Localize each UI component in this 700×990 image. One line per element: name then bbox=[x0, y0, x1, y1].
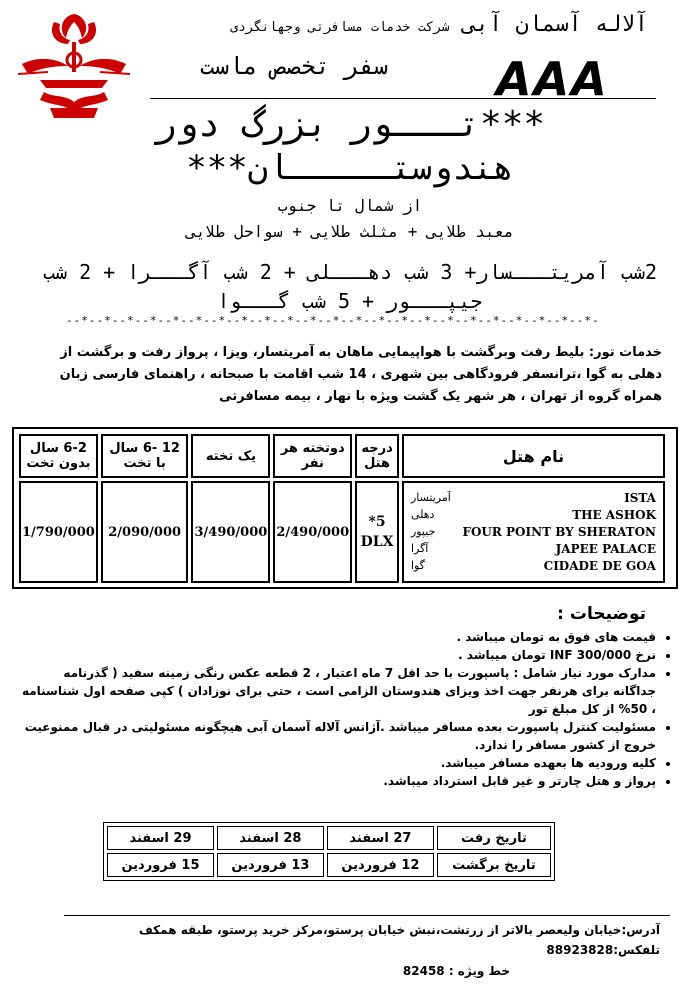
hotel-name: ISTA bbox=[624, 491, 656, 505]
address: آدرس:خیابان ولیعصر بالاتر از زرتشت،نبش خیابان پرستو،مرکز خرید پرستو، طبقه همکف bbox=[138, 923, 660, 937]
return-date: 12 فروردین bbox=[327, 853, 434, 877]
footer-divider bbox=[64, 915, 670, 916]
slogan: سفر تخصص ماست bbox=[200, 52, 388, 80]
list-item: • مسئولیت کنترل پاسپورت بعده مسافر میباشد .آژانس آلاله آسمان آبی هیچگونه مسئولیتی در قبال ممنوعیت خروج از کشور مسافر را ندارد. bbox=[20, 718, 656, 754]
list-item: • نرخ INF 300/000 تومان میباشد . bbox=[20, 646, 656, 664]
company-subtitle: شرکت خدمات مسافرتی وجهانگردی bbox=[230, 20, 450, 35]
return-date: 15 فروردین bbox=[107, 853, 214, 877]
dates-table bbox=[103, 822, 555, 881]
header-divider bbox=[150, 98, 656, 99]
list-item: • قیمت های فوق به تومان میباشد . bbox=[20, 628, 656, 646]
header-double: دوتخته هر نفر bbox=[273, 434, 352, 478]
return-label: تاریخ برگشت bbox=[437, 853, 551, 877]
tour-services: خدمات تور: بلیط رفت وبرگشت با هواپیمایی ماهان به آمریتسار، ویزا ، پرواز رفت و برگشت از دهلی به گوا ،ترانسفر فرودگاهی بین شهری ، 14 شب اقامت با صبحانه ، راهنمای فارسی زبان همراه گروه از تهران ، هر شهر یک گشت ویژه با نهار ، بیمه مسافرتی bbox=[59, 345, 662, 404]
list-item: • پرواز و هتل چارتر و غیر قابل استرداد میباشد. bbox=[20, 772, 656, 790]
list-item bbox=[411, 542, 656, 556]
departure-label: تاریخ رفت bbox=[437, 826, 551, 850]
hotel-name: FOUR POINT BY SHERATON bbox=[462, 525, 656, 539]
hotel-city: آمریتسار bbox=[410, 491, 451, 504]
hotel-name: THE ASHOK bbox=[572, 508, 656, 522]
price-double: 2/490/000 bbox=[273, 481, 352, 583]
return-date: 13 فروردین bbox=[217, 853, 324, 877]
table-row bbox=[107, 853, 551, 877]
grade-class: DLX bbox=[360, 534, 394, 550]
list-item bbox=[411, 508, 656, 522]
table-header-row bbox=[19, 434, 665, 478]
itinerary-line: جیپـــور + 5 شب گـــوا bbox=[217, 289, 483, 313]
hotel-price-table bbox=[16, 431, 668, 586]
grade-star: 5* bbox=[368, 514, 386, 530]
itinerary bbox=[40, 258, 660, 316]
notes-list bbox=[20, 628, 676, 790]
list-item bbox=[411, 525, 656, 539]
price-single: 3/490/000 bbox=[191, 481, 270, 583]
tour-subtitle: از شمال تا جنوب bbox=[277, 196, 423, 215]
price-child-no-bed: 1/790/000 bbox=[19, 481, 98, 583]
itinerary-line: 2شب آمریتـــسار+ 3 شب دهـــلی + 2 شب آگـــرا + 2 شب bbox=[42, 260, 658, 284]
tour-highlights: معبد طلایی + مثلث طلایی + سواحل طلایی bbox=[186, 222, 514, 241]
brand-name: AAA bbox=[496, 52, 609, 106]
header-hotel-name: نام هتل bbox=[402, 434, 665, 478]
hotel-city: گوا bbox=[410, 559, 425, 572]
table-row bbox=[19, 481, 665, 583]
hotel-city: آگرا bbox=[410, 542, 429, 555]
departure-date: 29 اسفند bbox=[107, 826, 214, 850]
hotel-name: CIDADE DE GOA bbox=[543, 559, 656, 573]
departure-date: 28 اسفند bbox=[217, 826, 324, 850]
phone-fax: تلفکس:88923828 bbox=[546, 943, 660, 957]
hotline: خط ویژه : 82458 bbox=[402, 964, 510, 978]
hotel-name: JAPEE PALACE bbox=[555, 542, 656, 556]
list-item bbox=[411, 559, 656, 573]
list-item: • مدارک مورد نیاز شامل : پاسپورت با حد اقل 7 ماه اعتبار ، 2 قطعه عکس رنگی زمینه سفید ( گذرنامه جداگانه برای هرنفر جهت اخذ ویزای هندوستان الزامی است ، حتی برای نوزادان ) کپی صفحه اول شناسنامه ، 50% از کل مبلغ تور bbox=[20, 664, 656, 718]
header-child-no-bed: 6-2 سال بدون تخت bbox=[19, 434, 98, 478]
hotel-list-cell bbox=[402, 481, 665, 583]
notes-title: توضیحات : bbox=[557, 604, 646, 624]
hotel-list bbox=[405, 491, 662, 573]
tour-title: ***تـــور بزرگ دور bbox=[154, 104, 546, 145]
hotel-grade-cell bbox=[355, 481, 399, 583]
hotel-city: جیپور bbox=[410, 525, 436, 538]
header-single: یک تخته bbox=[191, 434, 270, 478]
tour-title-destination: هندوستـــــان*** bbox=[186, 148, 514, 188]
list-item bbox=[411, 491, 656, 505]
price-child-with-bed: 2/090/000 bbox=[101, 481, 189, 583]
dash-separator: --*--*--*--*--*--*--*--*--*--*--*--*--*--*--*--*--*--*--*--*--*--*--*- bbox=[66, 314, 600, 327]
hotel-city: دهلی bbox=[410, 508, 435, 521]
departure-date: 27 اسفند bbox=[327, 826, 434, 850]
header-grade: درجه هتل bbox=[355, 434, 399, 478]
table-row bbox=[107, 826, 551, 850]
list-item: • کلیه ورودیه ها بعهده مسافر میباشد. bbox=[20, 754, 656, 772]
header-child-with-bed: 12 -6 سال با تخت bbox=[101, 434, 189, 478]
company-heading bbox=[216, 12, 648, 37]
company-name: آلاله آسمان آبی bbox=[462, 12, 648, 37]
